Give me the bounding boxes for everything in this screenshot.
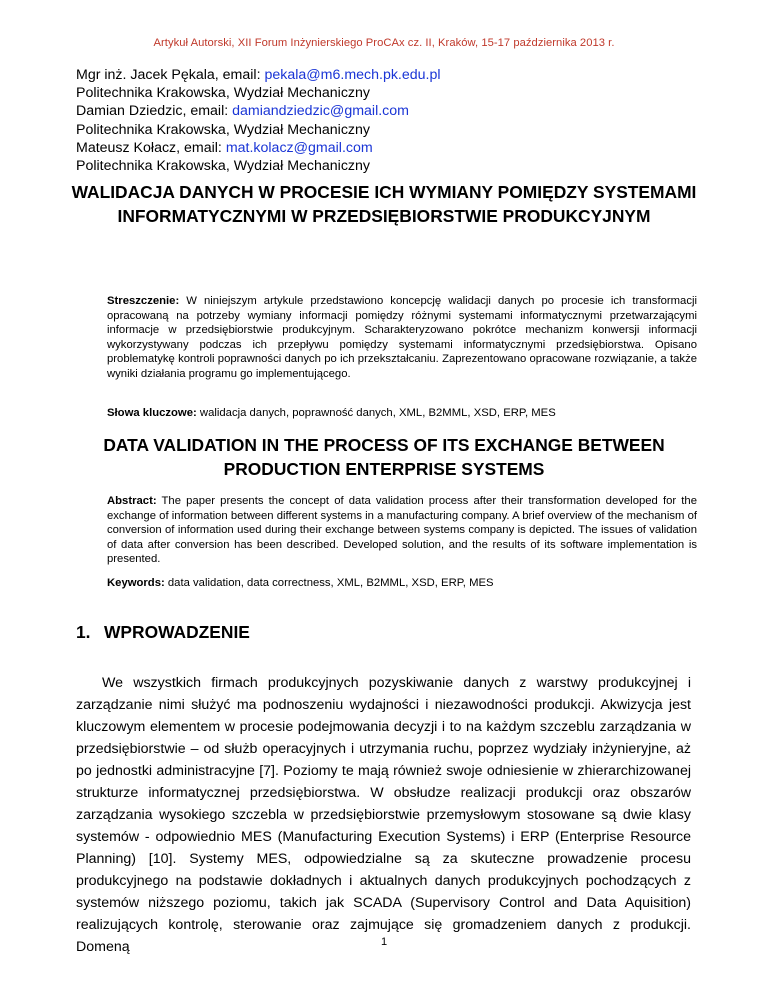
keywords-pl-text: walidacja danych, poprawność danych, XML, B2MML, XSD, ERP, MES	[196, 407, 556, 419]
paper-title-pl: WALIDACJA DANYCH W PROCESIE ICH WYMIANY POMIĘDZY SYSTEMAMI INFORMATYCZNYMI W PRZEDSIĘBIORSTWIE PRODUKCYJNYM	[71, 182, 697, 226]
author-name: Damian Dziedzic, email:	[76, 103, 233, 120]
body-paragraph	[76, 672, 691, 958]
abstract-pl-text: W niniejszym artykule przedstawiono koncepcję walidacji danych po procesie ich transformacji opracowaną na potrzeby wymiany informacji pomiędzy różnymi systemami informatycznymi przetwarzającymi informacje w przedsiębiorstwie produkcyjnym. Scharakteryzowano pokrótce mechanizm konwersji informacji wykorzystywany podczas ich przepływu pomiędzy systemami informatycznymi przedsiębiorstwa. Opisano problematykę kontroli poprawności danych po ich przekształcaniu. Zaprezentowano opracowane rozwiązanie, a także wyniki działania programu go implementującego.	[107, 295, 697, 380]
author-affiliation: Politechnika Krakowska, Wydział Mechaniczny	[76, 121, 370, 138]
author-name: Mateusz Kołacz, email:	[76, 139, 226, 156]
author-affiliation: Politechnika Krakowska, Wydział Mechaniczny	[76, 85, 370, 102]
author-email-link[interactable]: mat.kolacz@gmail.com	[225, 139, 373, 156]
keywords-pl-label: Słowa kluczowe:	[107, 407, 197, 419]
author-affiliation: Politechnika Krakowska, Wydział Mechaniczny	[76, 158, 370, 175]
paper-title-en: DATA VALIDATION IN THE PROCESS OF ITS EXCHANGE BETWEEN PRODUCTION ENTERPRISE SYSTEMS	[103, 435, 665, 479]
abstract-en-text: The paper presents the concept of data validation process after their transformation developed for the exchange of information between different systems in a manufacturing company. A brief overview of the mechanism of conversion of information used during their exchange between systems company is depicted. The issues of validation of data after conversion has been described. Developed solution, and the results of its software implementation is presented.	[107, 495, 697, 566]
author-line	[76, 66, 441, 84]
keywords-en-label: Keywords:	[107, 577, 165, 589]
keywords-en	[107, 576, 697, 591]
abstract-en	[107, 494, 697, 567]
author-name: Mgr inż. Jacek Pękala, email:	[76, 67, 265, 83]
keywords-en-text: data validation, data correctness, XML, B2MML, XSD, ERP, MES	[164, 577, 494, 589]
keywords-pl	[107, 406, 697, 421]
author-block	[76, 66, 441, 175]
author-email-link[interactable]: pekala@m6.mech.pk.edu.pl	[264, 67, 441, 83]
author-line	[76, 102, 441, 120]
section-number: 1.	[76, 622, 91, 642]
running-header: Artykuł Autorski, XII Forum Inżynierskiego ProCAx cz. II, Kraków, 15-17 października 2013 r.	[153, 37, 615, 49]
body-paragraph-text: We wszystkich firmach produkcyjnych pozyskiwanie danych z warstwy produkcyjnej i zarządzanie nimi służyć ma podnoszeniu wydajności i niezawodności produkcji. Akwizycja jest kluczowym elementem w procesie podejmowania decyzji i to na każdym szczeblu zarządzania w przedsiębiorstwie – od służb operacyjnych i utrzymania ruchu, poprzez wydziały inżynieryjne, aż po jednostki administracyjne [7]. Poziomy te mają również swoje odniesienie w zhierarchizowanej strukturze informatycznej przedsiębiorstwa. W obsłudze realizacji produkcji oraz obszarów zarządzania wysokiego szczebla w przedsiębiorstwie przemysłowym stosowane są dwie klasy systemów - odpowiednio MES (Manufacturing Execution Systems) i ERP (Enterprise Resource Planning) [10]. Systemy MES, odpowiedzialne są za skuteczne prowadzenie procesu produkcyjnego na podstawie dokładnych i aktualnych danych produkcyjnych pochodzących z systemów niższego poziomu, takich jak SCADA (Supervisory Control and Data Aquisition) realizujących kontrolę, sterowanie oraz zajmujące się gromadzeniem danych z produkcji. Domeną	[76, 675, 691, 955]
abstract-pl	[107, 294, 697, 382]
section-title: WPROWADZENIE	[104, 622, 250, 642]
author-email-link[interactable]: damiandziedzic@gmail.com	[232, 103, 409, 120]
abstract-en-label: Abstract:	[107, 495, 157, 507]
page-number: 1	[380, 936, 388, 948]
author-line	[76, 139, 441, 157]
abstract-pl-label: Streszczenie:	[107, 295, 180, 307]
section-heading	[76, 622, 250, 643]
